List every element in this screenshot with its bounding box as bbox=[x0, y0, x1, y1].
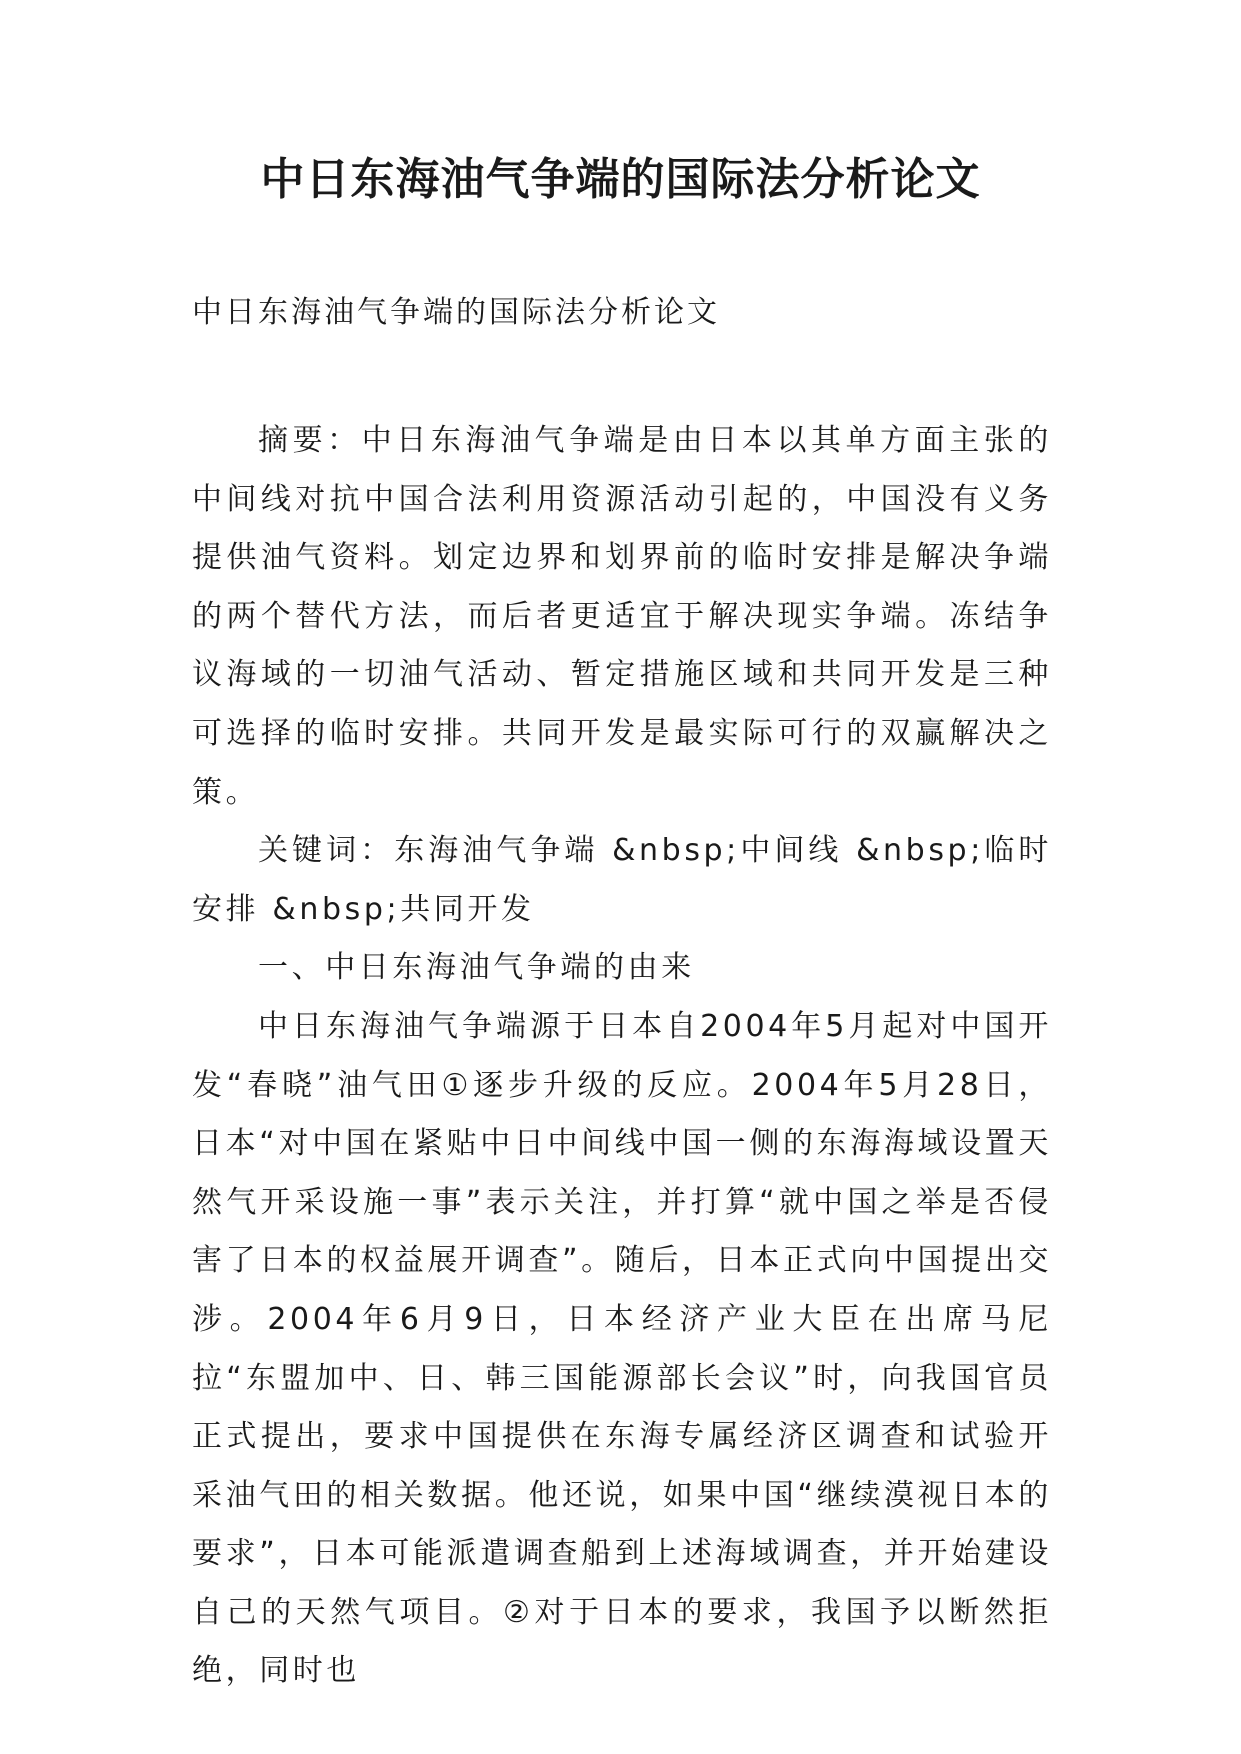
keywords-paragraph: 关键词：东海油气争端 &nbsp;中间线 &nbsp;临时安排 &nbsp;共同开发 bbox=[192, 833, 1052, 927]
body-paragraph: 中日东海油气争端源于日本自2004年5月起对中国开发“春晓”油气田①逐步升级的反应。2004年5月28日，日本“对中国在紧贴中日中间线中国一侧的东海海域设置天然气开采设施一事”表示关注，并打算“就中国之举是否侵害了日本的权益展开调查”。随后，日本正式向中国提出交涉。2004年6月9日，日本经济产业大臣在出席马尼拉“东盟加中、日、韩三国能源部长会议”时，向我国官员正式提出，要求中国提供在东海专属经济区调查和试验开采油气田的相关数据。他还说，如果中国“继续漠视日本的要求”，日本可能派遣调查船到上述海域调查，并开始建设自己的天然气项目。②对于日本的要求，我国予以断然拒绝，同时也 bbox=[192, 1008, 1052, 1689]
abstract-paragraph: 摘要：中日东海油气争端是由日本以其单方面主张的中间线对抗中国合法利用资源活动引起的，中国没有义务提供油气资料。划定边界和划界前的临时安排是解决争端的两个替代方法，而后者更适宜于解决现实争端。冻结争议海域的一切油气活动、暂定措施区域和共同开发是三种可选择的临时安排。共同开发是最实际可行的双赢解决之策。 bbox=[192, 423, 1052, 810]
document-title: 中日东海油气争端的国际法分析论文 bbox=[260, 154, 981, 205]
document-body bbox=[192, 412, 1052, 1701]
document-subtitle: 中日东海油气争端的国际法分析论文 bbox=[192, 295, 720, 330]
section-heading: 一、中日东海油气争端的由来 bbox=[258, 950, 695, 986]
